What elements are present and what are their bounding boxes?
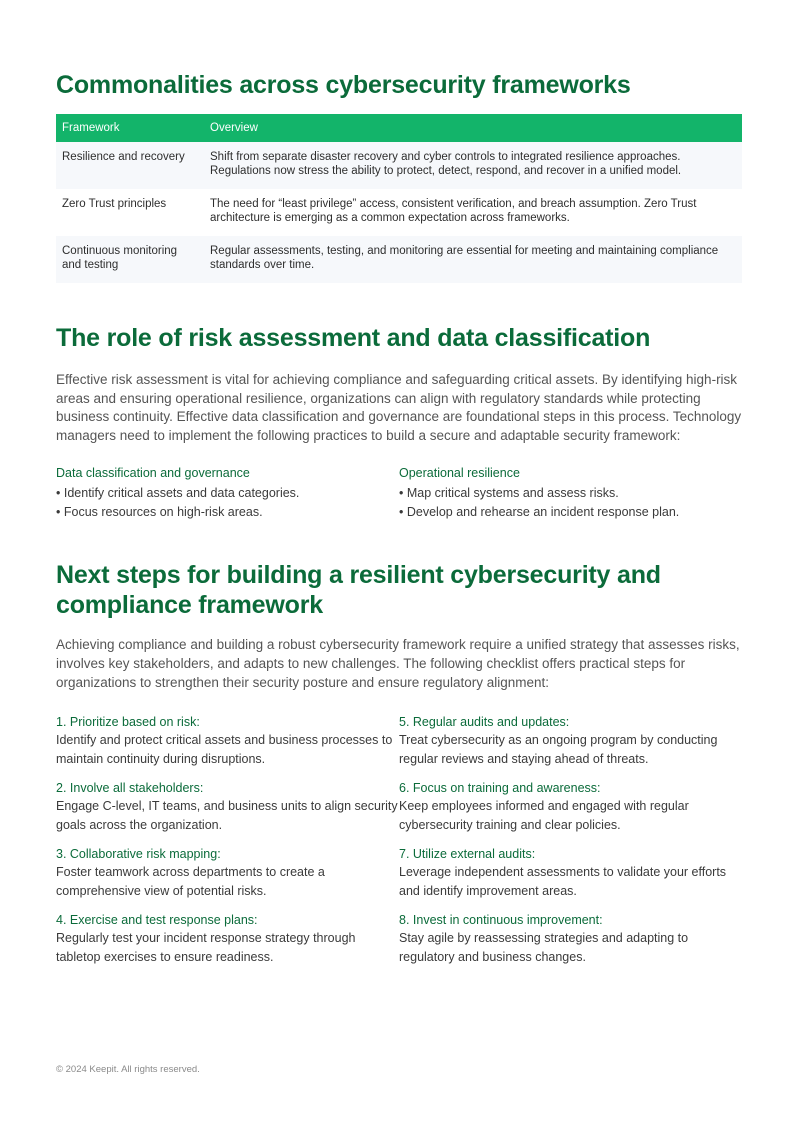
header-framework: Framework bbox=[56, 114, 204, 142]
step-body: Treat cybersecurity as an ongoing program by conducting regular reviews and staying ahead of threats. bbox=[399, 733, 718, 767]
step-title: 3. Collaborative risk mapping: bbox=[56, 847, 221, 862]
step-title: 6. Focus on training and awareness: bbox=[399, 781, 601, 796]
page-content bbox=[56, 70, 742, 977]
section-title-risk-assessment: The role of risk assessment and data classification bbox=[56, 324, 651, 352]
data-classification-list bbox=[56, 484, 399, 522]
step-item bbox=[56, 845, 399, 901]
step-body: Keep employees informed and engaged with regular cybersecurity training and clear policies. bbox=[399, 799, 689, 833]
table-cell-framework: Continuous monitoring and testing bbox=[56, 236, 204, 283]
operational-resilience-list bbox=[399, 484, 742, 522]
list-item: • Identify critical assets and data categories. bbox=[56, 484, 399, 503]
step-item bbox=[399, 779, 742, 835]
step-title: 8. Invest in continuous improvement: bbox=[399, 913, 603, 928]
step-item bbox=[399, 713, 742, 769]
steps-left-column bbox=[56, 713, 399, 977]
risk-assessment-paragraph: Effective risk assessment is vital for achieving compliance and safeguarding critical assets. By identifying high-risk areas and ensuring operational resilience, organizations can align with regulatory standards while protecting business continuity. Effective data classification and governance are foundational steps in this process. Technology managers need to implement the following practices to build a secure and adaptable security framework: bbox=[56, 372, 742, 443]
table-cell-overview: Regular assessments, testing, and monitoring are essential for meeting and maintaining compliance standards over time. bbox=[204, 236, 742, 283]
table-row bbox=[56, 189, 742, 236]
step-item bbox=[399, 911, 742, 967]
operational-resilience-heading: Operational resilience bbox=[399, 466, 520, 481]
step-body: Identify and protect critical assets and business processes to maintain continuity during disruptions. bbox=[56, 733, 393, 767]
steps-right-column bbox=[399, 713, 742, 977]
list-item: • Map critical systems and assess risks. bbox=[399, 484, 742, 503]
step-title: 4. Exercise and test response plans: bbox=[56, 913, 258, 928]
step-body: Leverage independent assessments to validate your efforts and identify improvement areas. bbox=[399, 865, 727, 899]
step-body: Regularly test your incident response strategy through tabletop exercises to ensure readiness. bbox=[56, 931, 356, 965]
section-title-commonalities: Commonalities across cybersecurity frameworks bbox=[56, 71, 631, 99]
table-cell-framework: Resilience and recovery bbox=[56, 142, 204, 189]
section-title-next-steps: Next steps for building a resilient cybersecurity and compliance framework bbox=[56, 561, 661, 620]
table-cell-overview: The need for “least privilege” access, consistent verification, and breach assumption. Zero Trust architecture is emerging as a common expectation across frameworks. bbox=[204, 189, 742, 236]
practices-columns bbox=[56, 465, 742, 522]
list-item: • Focus resources on high-risk areas. bbox=[56, 503, 399, 522]
step-item bbox=[56, 911, 399, 967]
copyright-footer: © 2024 Keepit. All rights reserved. bbox=[56, 1064, 200, 1075]
table-row bbox=[56, 142, 742, 189]
data-classification-heading: Data classification and governance bbox=[56, 466, 250, 481]
table-cell-framework: Zero Trust principles bbox=[56, 189, 204, 236]
practices-left-column bbox=[56, 465, 399, 522]
header-overview: Overview bbox=[204, 114, 742, 142]
table-row bbox=[56, 236, 742, 283]
step-title: 5. Regular audits and updates: bbox=[399, 715, 570, 730]
step-body: Stay agile by reassessing strategies and adapting to regulatory and business changes. bbox=[399, 931, 689, 965]
step-item bbox=[399, 845, 742, 901]
practices-right-column bbox=[399, 465, 742, 522]
step-body: Foster teamwork across departments to create a comprehensive view of potential risks. bbox=[56, 865, 325, 899]
step-body: Engage C-level, IT teams, and business units to align security goals across the organization. bbox=[56, 799, 398, 833]
next-steps-paragraph: Achieving compliance and building a robust cybersecurity framework require a unified strategy that assesses risks, involves key stakeholders, and adapts to new challenges. The following checklist offers practical steps for organizations to strengthen their security posture and ensure regulatory alignment: bbox=[56, 637, 740, 690]
step-title: 2. Involve all stakeholders: bbox=[56, 781, 204, 796]
step-title: 1. Prioritize based on risk: bbox=[56, 715, 200, 730]
step-item bbox=[56, 713, 399, 769]
list-item: • Develop and rehearse an incident response plan. bbox=[399, 503, 742, 522]
frameworks-table bbox=[56, 114, 742, 283]
table-cell-overview: Shift from separate disaster recovery and cyber controls to integrated resilience approaches. Regulations now stress the ability to protect, detect, respond, and recover in a unified model. bbox=[204, 142, 742, 189]
table-header-row bbox=[56, 114, 742, 142]
step-title: 7. Utilize external audits: bbox=[399, 847, 536, 862]
step-item bbox=[56, 779, 399, 835]
steps-columns bbox=[56, 713, 742, 977]
